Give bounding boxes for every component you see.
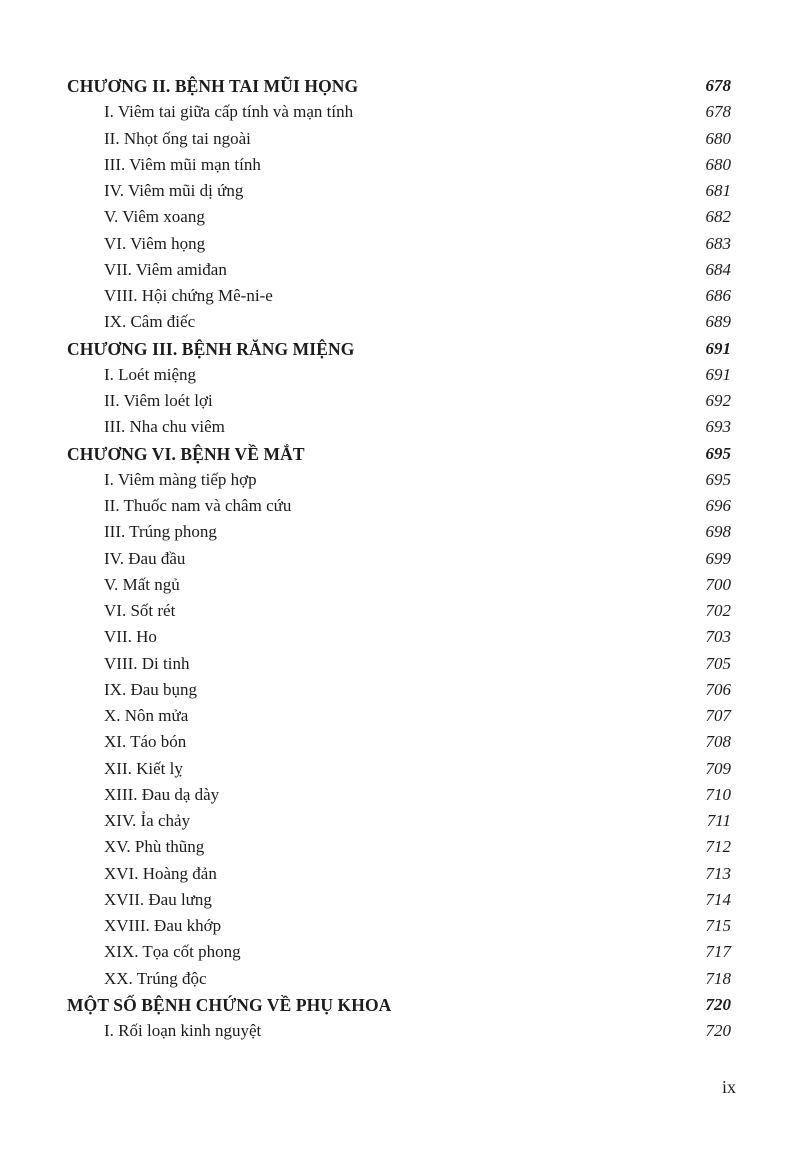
page-ref: 689 — [705, 312, 731, 332]
toc-entry — [67, 624, 731, 650]
entry-title: I. Rối loạn kinh nguyệt — [104, 1021, 262, 1040]
entry-title: X. Nôn mửa — [104, 706, 189, 725]
entry-title: V. Mất ngủ — [104, 574, 180, 594]
entry-title: XVIII. Đau khớp — [104, 916, 222, 935]
page-ref: 680 — [705, 128, 731, 148]
entry-title: VII. Ho — [104, 627, 157, 647]
toc-entry — [67, 756, 731, 782]
page-ref: 708 — [705, 732, 731, 752]
entry-title: XIX. Tọa cốt phong — [104, 942, 241, 962]
page-ref: 705 — [705, 653, 731, 673]
toc-entry — [67, 126, 731, 152]
page-ref: 700 — [705, 574, 731, 594]
entry-title: II. Thuốc nam và châm cứu — [104, 496, 292, 515]
page-number: ix — [721, 1077, 736, 1097]
page-ref: 702 — [705, 601, 731, 620]
toc-entry — [67, 598, 731, 624]
entry-title: IV. Viêm mũi dị ứng — [104, 181, 244, 200]
page-ref: 720 — [705, 1021, 731, 1040]
toc-entry — [67, 309, 731, 335]
toc-entry — [67, 861, 731, 887]
toc-entry — [67, 651, 731, 677]
toc-entry — [67, 939, 731, 965]
page-ref: 715 — [705, 916, 731, 935]
toc-entry — [67, 546, 731, 572]
chapter-title: CHƯƠNG VI. BỆNH VỀ MẮT — [67, 443, 305, 464]
toc-entry — [67, 414, 731, 440]
toc-entry — [67, 913, 731, 939]
toc-entry — [67, 283, 731, 309]
entry-title: IX. Câm điếc — [104, 312, 196, 332]
entry-title: XIII. Đau dạ dày — [104, 784, 220, 804]
page-ref: 720 — [705, 994, 731, 1014]
page-ref: 699 — [705, 548, 731, 568]
entry-title: XV. Phù thũng — [104, 837, 205, 857]
entry-title: IX. Đau bụng — [104, 679, 198, 699]
entry-title: I. Loét miệng — [104, 364, 197, 384]
entry-title: III. Trúng phong — [104, 522, 217, 542]
page-ref: 681 — [705, 181, 731, 200]
toc-entry — [67, 703, 731, 729]
page-ref: 686 — [705, 286, 731, 305]
entry-title: XI. Táo bón — [104, 732, 187, 752]
entry-title: XII. Kiết lỵ — [104, 758, 183, 778]
page-ref: 709 — [705, 758, 731, 778]
page-ref: 718 — [705, 968, 731, 988]
entry-title: II. Nhọt ống tai ngoài — [104, 128, 251, 148]
toc-entry — [67, 808, 731, 834]
page-ref: 680 — [705, 154, 731, 174]
toc-entry — [67, 966, 731, 992]
toc-entry — [67, 493, 731, 519]
toc-entry — [67, 1018, 731, 1044]
page-ref: 693 — [705, 417, 731, 437]
page-ref: 692 — [705, 391, 731, 410]
toc-entry — [67, 834, 731, 860]
page-ref: 712 — [705, 837, 731, 857]
entry-title: I. Viêm tai giữa cấp tính và mạn tính — [104, 102, 354, 122]
page-ref: 711 — [706, 811, 731, 830]
chapter-title: MỘT SỐ BỆNH CHỨNG VỀ PHỤ KHOA — [67, 994, 392, 1015]
toc-entry — [67, 782, 731, 808]
toc-entry — [67, 204, 731, 230]
page-ref: 683 — [705, 233, 731, 253]
toc-entry — [67, 178, 731, 204]
entry-title: XVII. Đau lưng — [104, 889, 212, 909]
entry-title: VIII. Hội chứng Mê-ni-e — [104, 286, 273, 305]
entry-title: I. Viêm màng tiếp hợp — [104, 469, 257, 489]
page-ref: 703 — [705, 627, 731, 647]
toc-entry — [67, 362, 731, 388]
page-ref: 707 — [705, 706, 731, 725]
toc-chapter-heading — [67, 336, 731, 362]
entry-title: VI. Sốt rét — [104, 601, 176, 620]
page-ref: 678 — [705, 76, 731, 95]
toc-entry — [67, 231, 731, 257]
page-ref: 691 — [705, 338, 731, 358]
toc-entry — [67, 152, 731, 178]
toc-entry — [67, 729, 731, 755]
entry-title: VII. Viêm amiđan — [104, 259, 227, 279]
toc-entry — [67, 887, 731, 913]
toc-entry — [67, 388, 731, 414]
entry-title: III. Viêm mũi mạn tính — [104, 154, 261, 174]
page-ref: 684 — [705, 259, 731, 279]
entry-title: XIV. Ỉa chảy — [104, 811, 191, 830]
chapter-title: CHƯƠNG II. BỆNH TAI MŨI HỌNG — [67, 76, 359, 96]
page-ref: 678 — [705, 102, 731, 122]
toc-entry — [67, 257, 731, 283]
page-ref: 714 — [705, 889, 731, 909]
entry-title: XX. Trúng độc — [104, 968, 207, 988]
page-ref: 691 — [705, 364, 731, 384]
page-ref: 698 — [705, 522, 731, 542]
page-ref: 696 — [705, 496, 731, 515]
entry-title: VI. Viêm họng — [104, 233, 206, 253]
toc-entry — [67, 467, 731, 493]
toc-chapter-heading — [67, 441, 731, 467]
toc-chapter-heading — [67, 992, 731, 1018]
entry-title: II. Viêm loét lợi — [104, 391, 213, 410]
page-ref: 695 — [705, 469, 731, 489]
page-ref: 706 — [705, 679, 731, 699]
toc-entry — [67, 677, 731, 703]
entry-title: V. Viêm xoang — [104, 207, 205, 227]
entry-title: III. Nha chu viêm — [104, 417, 225, 437]
entry-title: VIII. Di tinh — [104, 653, 190, 673]
entry-title: IV. Đau đầu — [104, 548, 186, 568]
page-ref: 713 — [705, 863, 731, 883]
entry-title: XVI. Hoàng đản — [104, 863, 217, 883]
toc-entry — [67, 572, 731, 598]
page-ref: 695 — [705, 443, 731, 463]
table-of-contents — [67, 73, 731, 1044]
toc-entry — [67, 519, 731, 545]
toc-chapter-heading — [67, 73, 731, 99]
page-ref: 682 — [705, 207, 731, 227]
toc-entry — [67, 99, 731, 125]
chapter-title: CHƯƠNG III. BỆNH RĂNG MIỆNG — [67, 338, 355, 359]
page-ref: 710 — [705, 784, 731, 804]
page-ref: 717 — [705, 942, 731, 962]
